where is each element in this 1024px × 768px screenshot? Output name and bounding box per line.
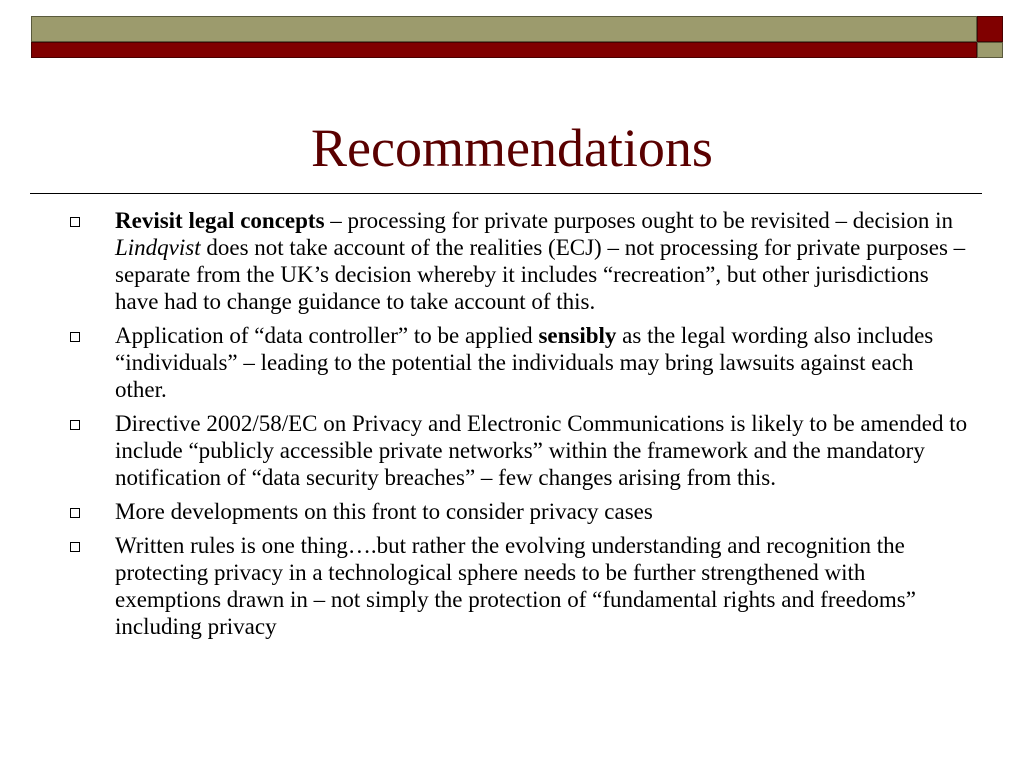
hollow-square-bullet-icon (70, 508, 80, 518)
bullet-text: – processing for private purposes ought to be revisited – decision in (324, 208, 954, 233)
bullet-bold-term: sensibly (538, 323, 617, 348)
bullet-item-written-rules (60, 532, 970, 640)
bullet-item-more-developments (60, 498, 970, 525)
slide-content (60, 207, 970, 647)
bullet-item-data-controller (60, 322, 970, 403)
bullet-text: as the legal wording also includes “individuals” – leading to the potential the individuals may bring lawsuits against each other. (115, 323, 934, 402)
bullet-text: Application of “data controller” to be applied (115, 323, 539, 348)
bullet-item-revisit-legal-concepts (60, 207, 970, 315)
bullet-text: does not take account of the realities (ECJ) – not processing for private purposes – separate from the UK’s decision whereby it includes “recreation”, but other jurisdictions have had to change guidance to take account of this. (115, 235, 966, 314)
hollow-square-bullet-icon (70, 542, 80, 552)
header-square-olive (977, 42, 1003, 58)
header-bar-olive (31, 16, 977, 42)
bullet-text: Directive 2002/58/EC on Privacy and Electronic Communications is likely to be amended to include “publicly accessible private networks” within the framework and the mandatory notification of “data security breaches” – few changes arising from this. (115, 411, 968, 490)
header-bar-red (31, 42, 977, 58)
bullet-italic-term: Lindqvist (115, 235, 201, 260)
hollow-square-bullet-icon (70, 217, 80, 227)
hollow-square-bullet-icon (70, 332, 80, 342)
hollow-square-bullet-icon (70, 420, 80, 430)
bullet-text: Written rules is one thing….but rather the evolving understanding and recognition the protecting privacy in a technological sphere needs to be further strengthened with exemptions drawn in – not simply the protection of “fundamental rights and freedoms” including privacy (115, 533, 916, 639)
bullet-text: More developments on this front to consider privacy cases (115, 499, 653, 524)
header-square-red (977, 16, 1003, 42)
bullet-bold-lead: Revisit legal concepts (115, 208, 325, 233)
slide-title: Recommendations (311, 118, 713, 178)
bullet-item-directive (60, 410, 970, 491)
title-divider (30, 193, 982, 194)
bullet-list (60, 207, 970, 640)
